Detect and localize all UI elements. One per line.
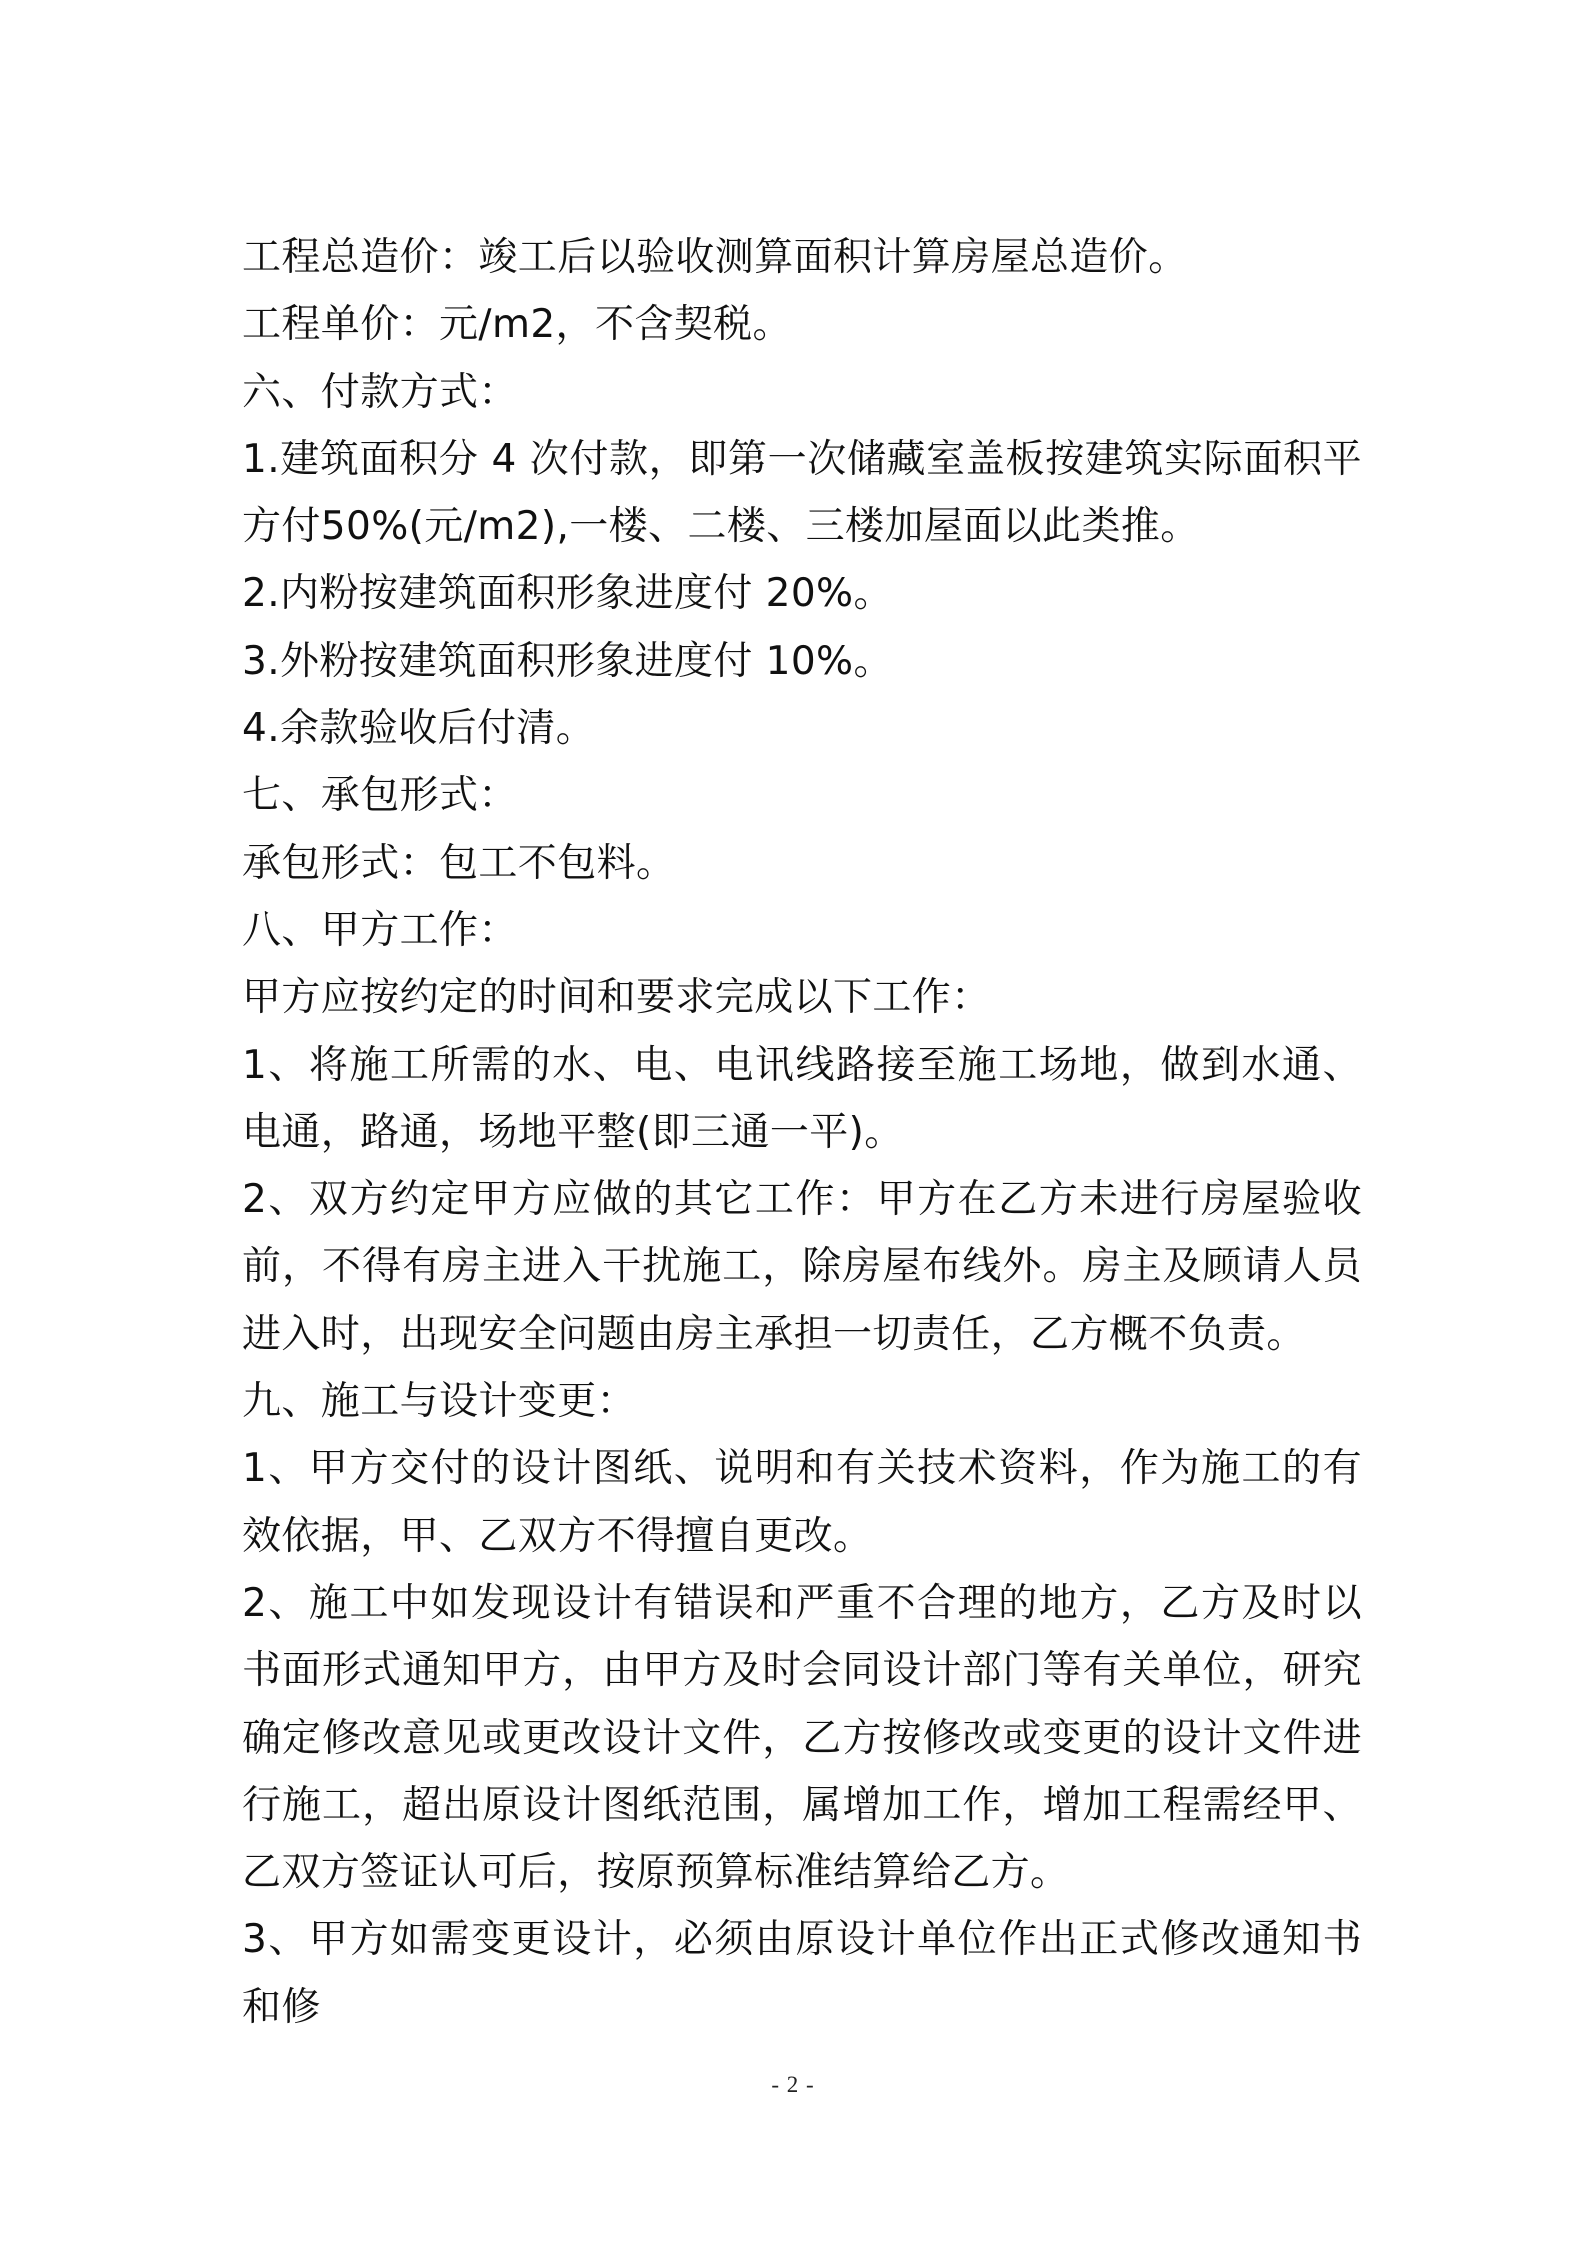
paragraph-payment-3: 3.外粉按建筑面积形象进度付 10%。	[242, 638, 893, 684]
paragraph-unit-price: 工程单价：元/m2，不含契税。	[242, 302, 792, 348]
section-heading-party-a-work: 八、甲方工作：	[242, 907, 518, 953]
page-number: - 2 -	[771, 2072, 815, 2097]
paragraph-design-change-2: 2、施工中如发现设计有错误和严重不合理的地方，乙方及时以书面形式通知甲方，由甲方及时会同设计部门等有关单位，研究确定修改意见或更改设计文件，乙方按修改或变更的设计文件进行施工，超出原设计图纸范围，属增加工作，增加工程需经甲、乙双方签证认可后，按原预算标准结算给乙方。	[242, 1580, 1362, 1896]
paragraph-payment-2: 2.内粉按建筑面积形象进度付 20%。	[242, 571, 893, 617]
section-heading-contract-form: 七、承包形式：	[242, 773, 518, 819]
paragraph-design-change-3: 3、甲方如需变更设计，必须由原设计单位作出正式修改通知书和修	[242, 1917, 1362, 2030]
paragraph-party-a-intro: 甲方应按约定的时间和要求完成以下工作：	[242, 975, 991, 1021]
section-heading-design-change: 九、施工与设计变更：	[242, 1379, 637, 1425]
paragraph-party-a-1: 1、将施工所需的水、电、电讯线路接至施工场地，做到水通、电通，路通，场地平整(即三通一平)。	[242, 1042, 1362, 1155]
paragraph-design-change-1: 1、甲方交付的设计图纸、说明和有关技术资料，作为施工的有效依据，甲、乙双方不得擅自更改。	[242, 1446, 1362, 1559]
paragraph-payment-1: 1.建筑面积分 4 次付款，即第一次储藏室盖板按建筑实际面积平方付50%(元/m2),一楼、二楼、三楼加屋面以此类推。	[242, 436, 1362, 550]
paragraph-party-a-2: 2、双方约定甲方应做的其它工作：甲方在乙方未进行房屋验收前，不得有房主进入干扰施工，除房屋布线外。房主及顾请人员进入时，出现安全问题由房主承担一切责任，乙方概不负责。	[242, 1177, 1362, 1357]
paragraph-total-cost: 工程总造价：竣工后以验收测算面积计算房屋总造价。	[242, 235, 1188, 280]
paragraph-payment-4: 4.余款验收后付清。	[242, 706, 596, 752]
section-heading-payment: 六、付款方式：	[242, 369, 518, 415]
document-body	[242, 224, 1362, 2041]
paragraph-contract-form: 承包形式：包工不包料。	[242, 840, 676, 886]
